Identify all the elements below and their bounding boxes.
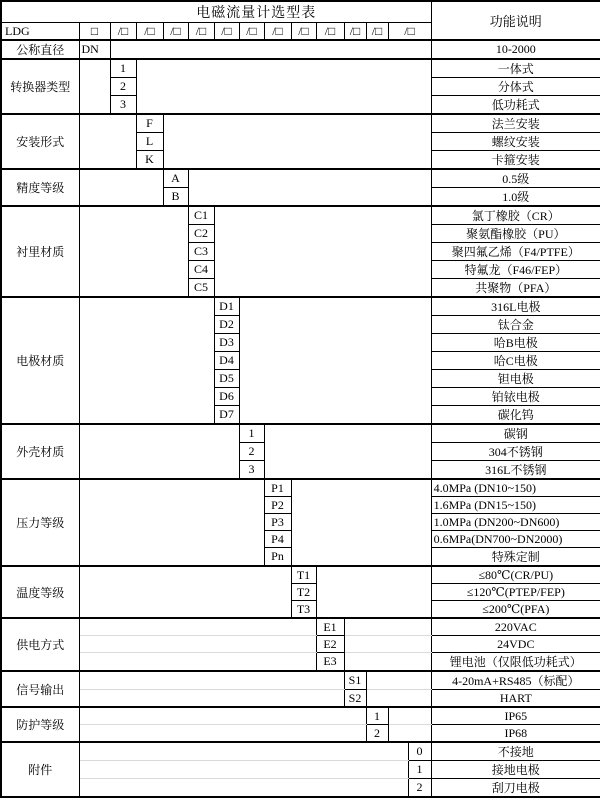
- table-row: [1, 206, 600, 225]
- blank-cell: [264, 424, 431, 479]
- table-row: [1, 671, 600, 690]
- model-slash-box: /□: [136, 23, 163, 41]
- code-cell: F: [136, 114, 163, 133]
- function-cell: 铂铱电极: [431, 388, 600, 406]
- code-cell: D6: [214, 388, 239, 406]
- model-box: □: [79, 23, 110, 41]
- function-cell: 4-20mA+RS485（标配）: [431, 671, 600, 690]
- model-slash-box: /□: [188, 23, 214, 41]
- function-cell: 共聚物（PFA）: [431, 279, 600, 298]
- function-cell: 接地电极: [431, 761, 600, 779]
- function-cell: 不接地: [431, 742, 600, 761]
- table-row: [1, 779, 600, 798]
- function-cell: 聚氨酯橡胶（PU）: [431, 225, 600, 243]
- code-cell: P3: [264, 514, 291, 531]
- category-label: 电极材质: [1, 297, 79, 424]
- code-cell: D1: [214, 297, 239, 316]
- blank-cell: [163, 114, 431, 169]
- model-slash-box: /□: [316, 23, 344, 41]
- blank-cell: [344, 636, 431, 653]
- blank-cell: [79, 566, 291, 618]
- function-cell: 4.0MPa (DN10~150): [431, 479, 600, 497]
- category-label: 转换器类型: [1, 59, 79, 114]
- code-cell: C5: [188, 279, 214, 298]
- code-cell: Pn: [264, 548, 291, 567]
- function-cell: 1.0MPa (DN200~DN600): [431, 514, 600, 531]
- function-cell: 一体式: [431, 59, 600, 78]
- blank-cell: [366, 690, 431, 708]
- code-cell: S1: [344, 671, 366, 690]
- function-cell: IP68: [431, 725, 600, 743]
- function-cell: 316L电极: [431, 297, 600, 316]
- function-header: 功能说明: [431, 1, 600, 40]
- code-cell: DN: [79, 40, 110, 59]
- code-cell: 1: [239, 424, 264, 443]
- function-cell: 316L不锈钢: [431, 461, 600, 480]
- table-row: [1, 479, 600, 497]
- code-cell: 2: [408, 779, 431, 798]
- function-cell: 碳化钨: [431, 406, 600, 425]
- function-cell: 1.6MPa (DN15~150): [431, 497, 600, 514]
- table-row: [1, 725, 600, 743]
- code-cell: P2: [264, 497, 291, 514]
- table-row: [1, 618, 600, 636]
- blank-cell: [79, 59, 110, 114]
- blank-cell: [79, 761, 408, 779]
- model-slash-box: /□: [291, 23, 316, 41]
- code-cell: C4: [188, 261, 214, 279]
- blank-cell: [79, 671, 344, 690]
- table-row: [1, 297, 600, 316]
- table-row: [1, 690, 600, 708]
- table-row: [1, 636, 600, 653]
- category-label: 外壳材质: [1, 424, 79, 479]
- code-cell: T2: [291, 584, 316, 601]
- code-cell: C1: [188, 206, 214, 225]
- category-label: 压力等级: [1, 479, 79, 566]
- code-cell: 1: [366, 707, 388, 725]
- code-cell: E2: [316, 636, 344, 653]
- blank-cell: [79, 114, 136, 169]
- title-row: [1, 1, 600, 23]
- blank-cell: [344, 618, 431, 636]
- function-cell: 220VAC: [431, 618, 600, 636]
- table-row: [1, 742, 600, 761]
- function-cell: ≤200℃(PFA): [431, 601, 600, 619]
- code-cell: A: [163, 169, 188, 188]
- function-cell: 低功耗式: [431, 96, 600, 115]
- model-slash-box: /□: [214, 23, 239, 41]
- model-slash-box: /□: [110, 23, 136, 41]
- code-cell: C2: [188, 225, 214, 243]
- table-row: [1, 653, 600, 672]
- blank-cell: [79, 479, 264, 566]
- blank-cell: [79, 169, 163, 206]
- function-cell: ≤120℃(PTEP/FEP): [431, 584, 600, 601]
- code-cell: 1: [110, 59, 136, 78]
- blank-cell: [79, 725, 366, 743]
- function-cell: 法兰安装: [431, 114, 600, 133]
- table-title: 电磁流量计选型表: [1, 1, 431, 23]
- function-cell: 氯丁橡胶（CR）: [431, 206, 600, 225]
- code-cell: P1: [264, 479, 291, 497]
- table-row: [1, 114, 600, 133]
- code-cell: P4: [264, 531, 291, 548]
- category-label: 衬里材质: [1, 206, 79, 297]
- function-cell: 钛合金: [431, 316, 600, 334]
- function-cell: IP65: [431, 707, 600, 725]
- blank-cell: [79, 618, 316, 636]
- blank-cell: [79, 742, 408, 761]
- model-slash-box: /□: [239, 23, 264, 41]
- blank-cell: [110, 40, 431, 59]
- category-label: 防护等级: [1, 707, 79, 742]
- function-cell: 刮刀电极: [431, 779, 600, 798]
- blank-cell: [79, 424, 239, 479]
- function-cell: 聚四氟乙烯（F4/PTFE）: [431, 243, 600, 261]
- model-slash-box: /□: [264, 23, 291, 41]
- blank-cell: [79, 779, 408, 798]
- function-cell: 0.6MPa(DN700~DN2000): [431, 531, 600, 548]
- blank-cell: [79, 653, 316, 672]
- blank-cell: [291, 479, 431, 566]
- blank-cell: [79, 636, 316, 653]
- category-label: 附件: [1, 742, 79, 797]
- table-row: [1, 59, 600, 78]
- blank-cell: [316, 566, 431, 618]
- model-slash-box: /□: [344, 23, 366, 41]
- code-cell: 2: [239, 443, 264, 461]
- function-cell: 卡箍安装: [431, 151, 600, 170]
- code-cell: D2: [214, 316, 239, 334]
- code-cell: 3: [110, 96, 136, 115]
- code-cell: K: [136, 151, 163, 170]
- code-cell: D5: [214, 370, 239, 388]
- model-slash-box: /□: [163, 23, 188, 41]
- blank-cell: [79, 206, 188, 297]
- code-cell: S2: [344, 690, 366, 708]
- blank-cell: [344, 653, 431, 672]
- model-prefix: LDG: [1, 23, 79, 41]
- code-cell: D4: [214, 352, 239, 370]
- table-row: [1, 40, 600, 59]
- category-label: 供电方式: [1, 618, 79, 671]
- function-cell: 1.0级: [431, 188, 600, 207]
- blank-cell: [366, 671, 431, 690]
- category-label: 信号输出: [1, 671, 79, 707]
- code-cell: D7: [214, 406, 239, 425]
- table-row: [1, 566, 600, 584]
- function-cell: 碳钢: [431, 424, 600, 443]
- code-cell: D3: [214, 334, 239, 352]
- function-cell: 特氟龙（F46/FEP）: [431, 261, 600, 279]
- table-row: [1, 424, 600, 443]
- model-slash-box: /□: [366, 23, 388, 41]
- category-label: 温度等级: [1, 566, 79, 618]
- blank-cell: [388, 725, 431, 743]
- category-label: 公称直径: [1, 40, 79, 59]
- function-cell: 0.5级: [431, 169, 600, 188]
- function-cell: 锂电池（仅限低功耗式）: [431, 653, 600, 672]
- code-cell: E1: [316, 618, 344, 636]
- blank-cell: [79, 690, 344, 708]
- blank-cell: [136, 59, 431, 114]
- blank-cell: [214, 206, 431, 297]
- function-cell: 304不锈钢: [431, 443, 600, 461]
- function-cell: 10-2000: [431, 40, 600, 59]
- code-cell: L: [136, 133, 163, 151]
- function-cell: 螺纹安装: [431, 133, 600, 151]
- function-cell: ≤80℃(CR/PU): [431, 566, 600, 584]
- code-cell: E3: [316, 653, 344, 672]
- code-cell: C3: [188, 243, 214, 261]
- category-label: 安装形式: [1, 114, 79, 169]
- function-cell: 哈C电极: [431, 352, 600, 370]
- code-cell: 3: [239, 461, 264, 480]
- code-cell: 0: [408, 742, 431, 761]
- code-cell: 2: [366, 725, 388, 743]
- model-slash-box: /□: [388, 23, 431, 41]
- function-cell: 分体式: [431, 78, 600, 96]
- function-cell: 24VDC: [431, 636, 600, 653]
- function-cell: 哈B电极: [431, 334, 600, 352]
- blank-cell: [188, 169, 431, 206]
- function-cell: HART: [431, 690, 600, 708]
- code-cell: 1: [408, 761, 431, 779]
- blank-cell: [79, 297, 214, 424]
- code-cell: 2: [110, 78, 136, 96]
- table-row: [1, 761, 600, 779]
- blank-cell: [239, 297, 431, 424]
- category-label: 精度等级: [1, 169, 79, 206]
- code-cell: T3: [291, 601, 316, 619]
- code-cell: B: [163, 188, 188, 207]
- code-cell: T1: [291, 566, 316, 584]
- function-cell: 特殊定制: [431, 548, 600, 567]
- function-cell: 钽电极: [431, 370, 600, 388]
- table-row: [1, 169, 600, 188]
